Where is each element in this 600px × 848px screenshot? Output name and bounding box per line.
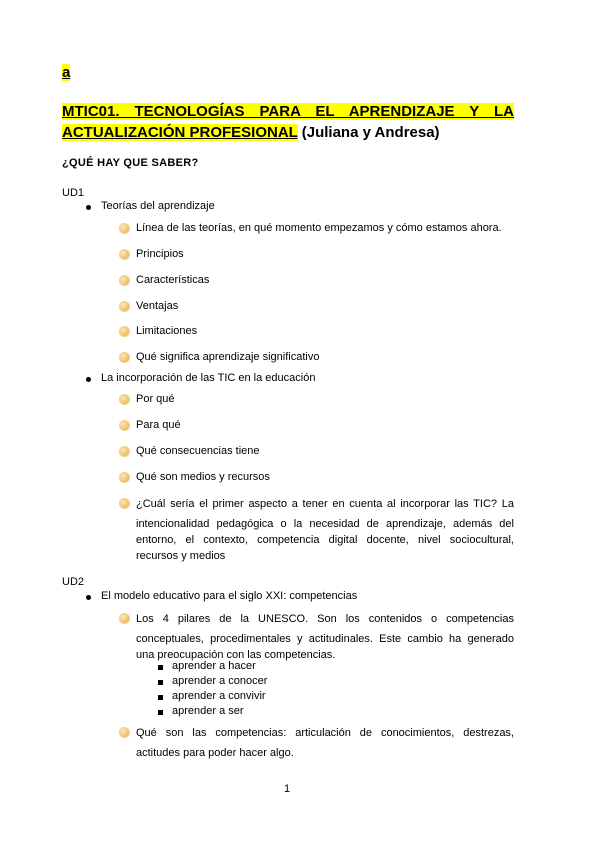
list-item-label: La incorporación de las TIC en la educación bbox=[101, 372, 316, 384]
circle-bullet-icon bbox=[119, 498, 130, 509]
unit-label-ud1: UD1 bbox=[62, 187, 85, 199]
paragraph-line: una preocupación con las competencias. bbox=[136, 649, 336, 661]
unesco-paragraph bbox=[136, 611, 514, 663]
competencias-paragraph bbox=[136, 725, 514, 761]
circle-bullet-icon bbox=[119, 223, 130, 234]
circle-bullet-icon bbox=[119, 326, 130, 337]
unit-label-ud2: UD2 bbox=[62, 576, 85, 588]
section-heading: ¿QUÉ HAY QUE SABER? bbox=[62, 157, 199, 169]
list-item: Qué consecuencias tiene bbox=[136, 445, 260, 457]
list-item: aprender a convivir bbox=[172, 690, 266, 702]
square-bullet-icon bbox=[158, 665, 163, 670]
circle-bullet-icon bbox=[119, 275, 130, 286]
list-item: Para qué bbox=[136, 419, 181, 431]
list-item: aprender a ser bbox=[172, 705, 244, 717]
list-item: Qué significa aprendizaje significativo bbox=[136, 351, 320, 363]
bullet-dot-icon bbox=[86, 595, 91, 600]
page-number: 1 bbox=[284, 783, 291, 795]
list-item: Limitaciones bbox=[136, 325, 198, 337]
bullet-dot-icon bbox=[86, 205, 91, 210]
bullet-dot-icon bbox=[86, 377, 91, 382]
paragraph-line: actitudes para poder hacer algo. bbox=[136, 747, 294, 759]
circle-bullet-icon bbox=[119, 613, 130, 624]
square-bullet-icon bbox=[158, 680, 163, 685]
title-authors: (Juliana y Andresa) bbox=[297, 124, 440, 141]
paragraph-line: entorno, el contexto, competencia digital docente, nivel sociocultural, bbox=[136, 534, 514, 546]
list-item: Línea de las teorías, en qué momento empezamos y cómo estamos ahora. bbox=[136, 222, 502, 234]
circle-bullet-icon bbox=[119, 301, 130, 312]
square-bullet-icon bbox=[158, 710, 163, 715]
square-bullet-icon bbox=[158, 695, 163, 700]
circle-bullet-icon bbox=[119, 394, 130, 405]
paragraph-line: Qué son las competencias: articulación de conocimientos, destrezas, bbox=[136, 727, 514, 739]
circle-bullet-icon bbox=[119, 446, 130, 457]
paragraph-line: Los 4 pilares de la UNESCO. Son los contenidos o competencias bbox=[136, 613, 514, 625]
document-title bbox=[62, 101, 514, 143]
paragraph-line: conceptuales, procedimentales y actitudinales. Este cambio ha generado bbox=[136, 633, 514, 645]
list-item-label: Teorías del aprendizaje bbox=[101, 200, 215, 212]
list-item: Características bbox=[136, 274, 210, 286]
circle-bullet-icon bbox=[119, 352, 130, 363]
paragraph-line: intencionalidad pedagógica o la necesidad de aprendizaje, además del bbox=[136, 518, 514, 530]
list-item: aprender a hacer bbox=[172, 660, 256, 672]
circle-bullet-icon bbox=[119, 727, 130, 738]
list-item: Principios bbox=[136, 248, 184, 260]
highlight-marker: a bbox=[62, 64, 71, 81]
list-item: Qué son medios y recursos bbox=[136, 471, 270, 483]
circle-bullet-icon bbox=[119, 472, 130, 483]
list-item: Ventajas bbox=[136, 300, 179, 312]
list-item: Por qué bbox=[136, 393, 175, 405]
circle-bullet-icon bbox=[119, 249, 130, 260]
list-item-label: El modelo educativo para el siglo XXI: competencias bbox=[101, 590, 358, 602]
paragraph-line: ¿Cuál sería el primer aspecto a tener en cuenta al incorporar las TIC? La bbox=[136, 498, 514, 510]
list-item: aprender a conocer bbox=[172, 675, 268, 687]
title-line-2: ACTUALIZACIÓN PROFESIONAL bbox=[62, 124, 298, 141]
title-line-1: MTIC01. TECNOLOGÍAS PARA EL APRENDIZAJE Y LA bbox=[62, 103, 514, 120]
paragraph-line: recursos y medios bbox=[136, 550, 226, 562]
tic-question-paragraph bbox=[136, 496, 514, 564]
circle-bullet-icon bbox=[119, 420, 130, 431]
